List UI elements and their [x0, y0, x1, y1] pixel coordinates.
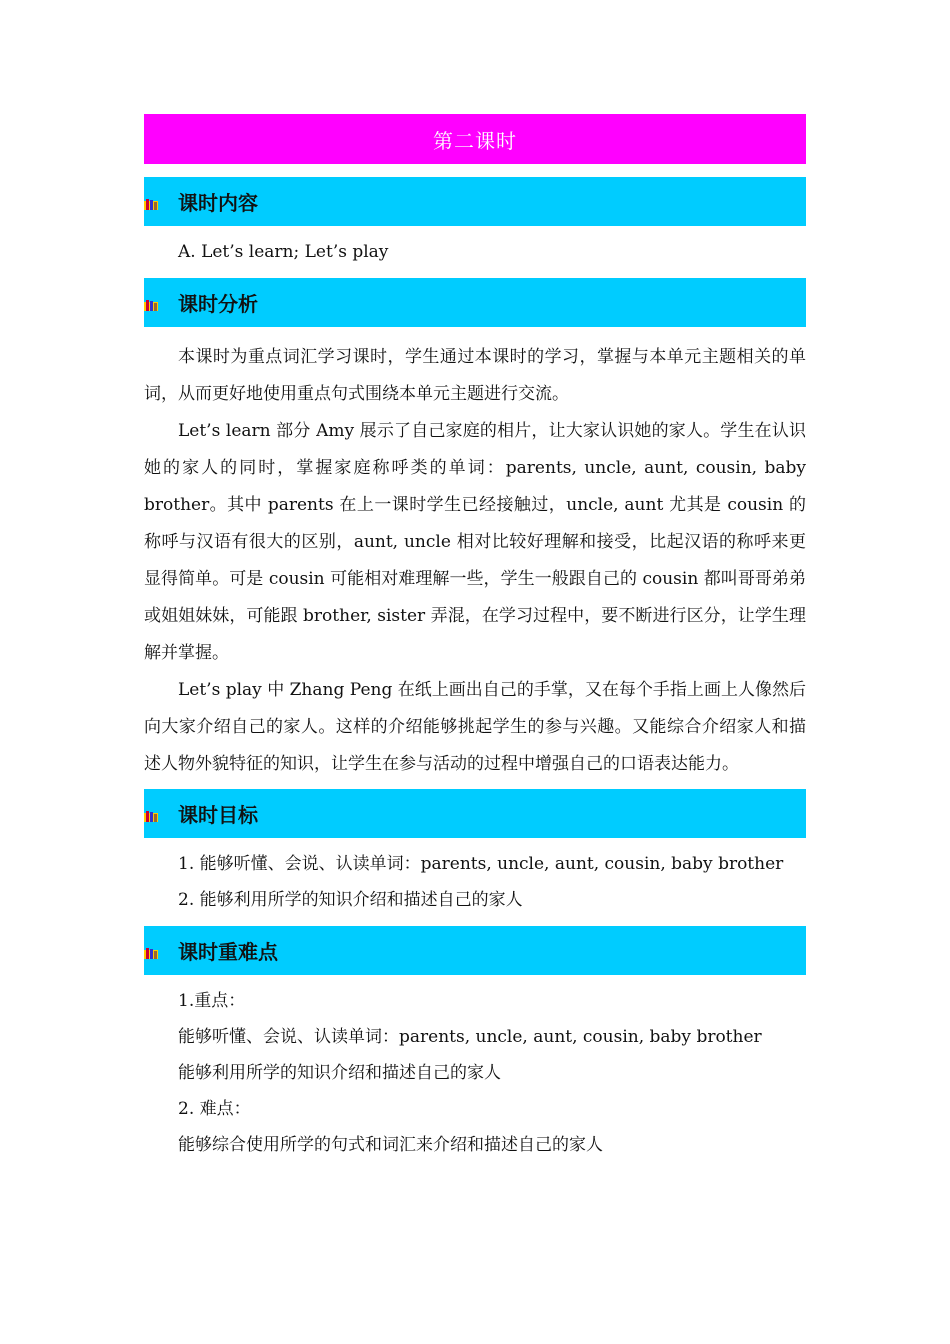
- section-header-keypoints: [144, 926, 806, 975]
- section-header-analysis: [144, 278, 806, 327]
- goal-item: 1. 能够听懂、会说、认读单词：parents, uncle, aunt, cousin, baby brother: [178, 854, 784, 874]
- section-header-goals: [144, 789, 806, 838]
- section-heading: 课时目标: [178, 803, 258, 827]
- keypoint-line: 2. 难点：: [178, 1099, 251, 1119]
- section-header-content: [144, 177, 806, 226]
- content-text: A. Let’s learn; Let’s play: [178, 242, 389, 262]
- keypoint-line: 1.重点：: [178, 991, 246, 1011]
- analysis-paragraph: Let’s learn 部分 Amy 展示了自己家庭的相片，让大家认识她的家人。学生在认识她的家人的同时，掌握家庭称呼类的单词：parents, uncle, aunt, cousin, baby brother。其中 parents 在上一课时学生已经接触过，uncle, aunt 尤其是 cousin 的称呼与汉语有很大的区别，aunt, uncle 相对比较好理解和接受，比起汉语的称呼来更显得简单。可是 cousin 可能相对难理解一些，学生一般跟自己的 cousin 都叫哥哥弟弟或姐姐妹妹，可能跟 brother, sister 弄混，在学习过程中，要不断进行区分，让学生理解并掌握。: [144, 421, 806, 663]
- book-bullet-icon: [144, 300, 158, 312]
- keypoint-line: 能够利用所学的知识介绍和描述自己的家人: [178, 1063, 501, 1083]
- analysis-paragraph: 本课时为重点词汇学习课时，学生通过本课时的学习，掌握与本单元主题相关的单词，从而更好地使用重点句式围绕本单元主题进行交流。: [144, 347, 806, 404]
- analysis-paragraph: Let’s play 中 Zhang Peng 在纸上画出自己的手掌，又在每个手指上画上人像然后向大家介绍自己的家人。这样的介绍能够挑起学生的参与兴趣。又能综合介绍家人和描述人物外貌特征的知识，让学生在参与活动的过程中增强自己的口语表达能力。: [144, 680, 806, 774]
- document-page: [144, 114, 806, 1171]
- book-bullet-icon: [144, 199, 158, 211]
- section-heading: 课时重难点: [178, 940, 278, 964]
- keypoint-line: 能够听懂、会说、认读单词：parents, uncle, aunt, cousin, baby brother: [178, 1027, 762, 1047]
- book-bullet-icon: [144, 811, 158, 823]
- lesson-title-bar: [144, 114, 806, 164]
- keypoint-line: 能够综合使用所学的句式和词汇来介绍和描述自己的家人: [178, 1135, 603, 1155]
- section-heading: 课时分析: [178, 292, 258, 316]
- goal-item: 2. 能够利用所学的知识介绍和描述自己的家人: [178, 890, 523, 910]
- lesson-title: 第二课时: [433, 128, 517, 153]
- book-bullet-icon: [144, 948, 158, 960]
- section-heading: 课时内容: [178, 191, 258, 215]
